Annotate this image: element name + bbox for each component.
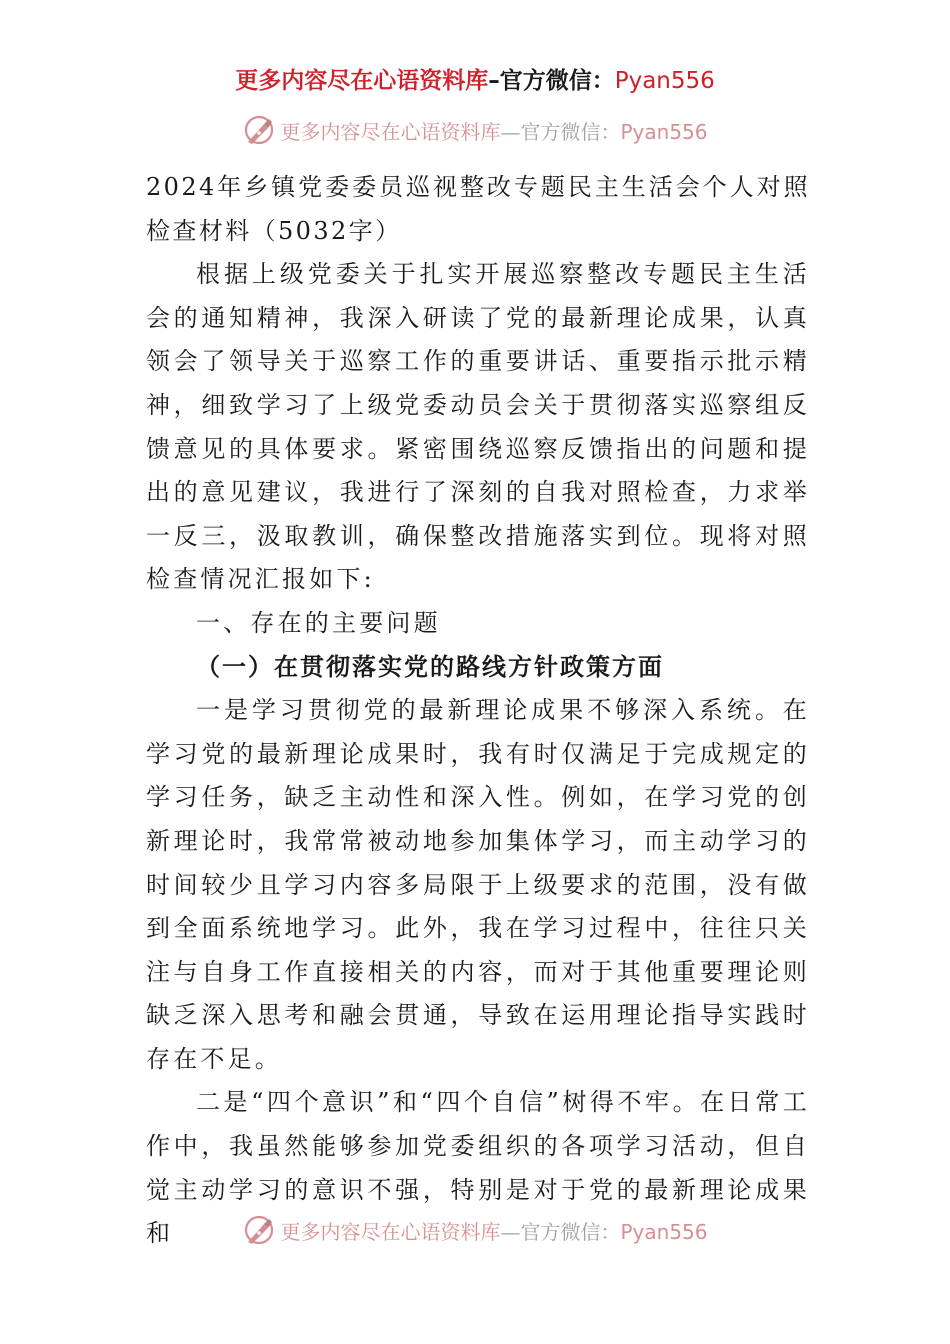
pen-nib-logo-icon (242, 113, 276, 147)
document-title: 2024年乡镇党委委员巡视整改专题民主生活会个人对照检查材料（5032字） (146, 173, 810, 245)
subsection-heading: （一）在贯彻落实党的路线方针政策方面 (196, 652, 664, 681)
banner-account: Pyan556 (614, 68, 715, 94)
intro-paragraph: 根据上级党委关于扎实开展巡察整改专题民主生活会的通知精神，我深入研读了党的最新理论成果，认真领会了领导关于巡察工作的重要讲话、重要指示批示精神，细致学习了上级党委动员会关于贯彻落实巡察组反馈意见的具体要求。紧密围绕巡察反馈指出的问题和提出的意见建议，我进行了深刻的自我对照检查，力求举一反三，汲取教训，确保整改措施落实到位。现将对照检查情况汇报如下: (146, 260, 810, 594)
pen-nib-logo-icon (242, 1213, 276, 1247)
banner-main-text: 更多内容尽在心语资料库 (235, 68, 489, 94)
top-banner (0, 66, 950, 96)
document-body (146, 166, 810, 1256)
banner-wechat-label: 官方微信： (499, 68, 615, 94)
body-paragraph-2: 二是“四个意识”和“四个自信”树得不牢。在日常工作中，我虽然能够参加党委组织的各项学习活动，但自觉主动学习的意识不强，特别是对于党的最新理论成果和 (146, 1088, 810, 1248)
banner-dash: – (488, 68, 500, 94)
footer-watermark-text: 更多内容尽在心语资料库—官方微信：Pyan556 (280, 1219, 708, 1244)
footer-watermark (0, 1213, 950, 1247)
body-paragraph-1: 一是学习贯彻党的最新理论成果不够深入系统。在学习党的最新理论成果时，我有时仅满足于完成规定的学习任务，缺乏主动性和深入性。例如，在学习党的创新理论时，我常常被动地参加集体学习，而主动学习的时间较少且学习内容多局限于上级要求的范围，没有做到全面系统地学习。此外，我在学习过程中，往往只关注与自身工作直接相关的内容，而对于其他重要理论则缺乏深入思考和融会贯通，导致在运用理论指导实践时存在不足。 (146, 696, 810, 1073)
section-heading: 一、存在的主要问题 (196, 608, 441, 637)
header-watermark (0, 113, 950, 147)
header-watermark-text: 更多内容尽在心语资料库—官方微信：Pyan556 (280, 119, 708, 144)
